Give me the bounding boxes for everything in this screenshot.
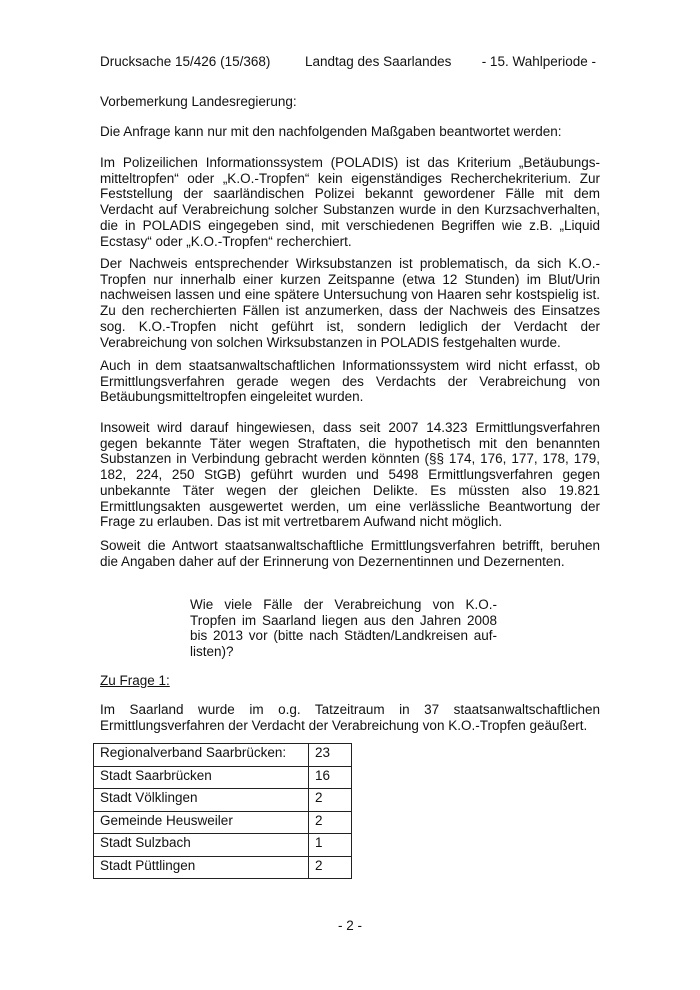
case-count: 2 [309, 789, 352, 812]
paragraph-statistics: Insoweit wird darauf hingewiesen, dass seit 2007 14.323 Ermittlungsverfahren gegen bekannte Täter wegen Straftaten, die hypothetisch mit den benannten Substanzen in Verbindung gebracht werden könnten (§§ 174, 176, 177, 178, 179, 182, 224, 250 StGB) geführt wurden und 5498 Ermittlungsverfahren gegen unbekannte Täter wegen der gleichen Delikte. Es müssten also 19.821 Ermittlungsakten ausgewertet werden, um eine verlässliche Beantwortung der Frage zu erlauben. Das ist mit vertretbarem Aufwand nicht möglich. [100, 420, 600, 530]
header-doc-number: Drucksache 15/426 (15/368) [100, 54, 271, 69]
table-row [94, 766, 352, 789]
paragraph-poladis: Im Polizeilichen Informationssystem (POLADIS) ist das Kriterium „Betäubungsmitteltropfen“ oder „K.O.-Tropfen“ kein eigenständiges Recherchekriterium. Zur Feststellung der saarländischen Polizei bekannt gewordener Fälle mit dem Verdacht auf Verabreichung solcher Substanzen wurde in den Kurzsachverhalten, die in POLADIS eingegeben sind, mit verschiedenen Begriffen wie z.B. „Liquid Ecstasy“ oder „K.O.-Tropfen“ recherchiert. [100, 155, 600, 249]
paragraph-prosecution-system: Auch in dem staatsanwaltschaftlichen Informationssystem wird nicht erfasst, ob Ermittlungsverfahren gerade wegen des Verdachts der Verabreichung von Betäubungsmitteltropfen eingeleitet wurden. [100, 358, 600, 405]
header-period: - 15. Wahlperiode - [481, 54, 596, 69]
district-name: Stadt Saarbrücken [94, 766, 309, 789]
table-row [94, 856, 352, 879]
page-number: - 2 - [337, 918, 362, 933]
district-name: Gemeinde Heusweiler [94, 811, 309, 834]
paragraph-source-note: Soweit die Antwort staatsanwaltschaftliche Ermittlungsverfahren betrifft, beruhen die Angaben daher auf der Erinnerung von Dezernentinnen und Dezernenten. [100, 538, 600, 569]
case-count: 23 [309, 744, 352, 767]
table-row [94, 744, 352, 767]
header-parliament: Landtag des Saarlandes [305, 54, 452, 69]
question-1: Wie viele Fälle der Verabreichung von K.O.-Tropfen im Saarland liegen aus den Jahren 2008 bis 2013 vor (bitte nach Städten/Landkreisen auflisten)? [190, 597, 497, 660]
table-row [94, 811, 352, 834]
intro-paragraph: Die Anfrage kann nur mit den nachfolgenden Maßgaben beantwortet werden: [100, 124, 562, 139]
answer-text: Im Saarland wurde im o.g. Tatzeitraum in 37 staatsanwaltschaftlichen Ermittlungsverfahren der Verdacht der Verabreichung von K.O.-Tropfen geäußert. [100, 702, 600, 733]
answer-heading: Zu Frage 1: [100, 673, 170, 688]
case-count: 2 [309, 856, 352, 879]
district-name: Regionalverband Saarbrücken: [94, 744, 309, 767]
table-row [94, 834, 352, 857]
district-table [93, 743, 352, 879]
case-count: 2 [309, 811, 352, 834]
preliminary-remark-heading: Vorbemerkung Landesregierung: [100, 94, 297, 109]
table-row [94, 789, 352, 812]
district-name: Stadt Völklingen [94, 789, 309, 812]
paragraph-detection: Der Nachweis entsprechender Wirksubstanzen ist problematisch, da sich K.O.-Tropfen nur innerhalb einer kurzen Zeitspanne (etwa 12 Stunden) im Blut/Urin nachweisen lassen und eine spätere Untersuchung von Haaren sehr kostspielig ist. Zu den recherchierten Fällen ist anzumerken, dass der Nachweis des Einsatzes sog. K.O.-Tropfen nicht geführt ist, sondern lediglich der Verdacht der Verabreichung von solchen Wirksubstanzen in POLADIS festgehalten wurde. [100, 256, 600, 350]
district-name: Stadt Püttlingen [94, 856, 309, 879]
district-name: Stadt Sulzbach [94, 834, 309, 857]
case-count: 1 [309, 834, 352, 857]
case-count: 16 [309, 766, 352, 789]
